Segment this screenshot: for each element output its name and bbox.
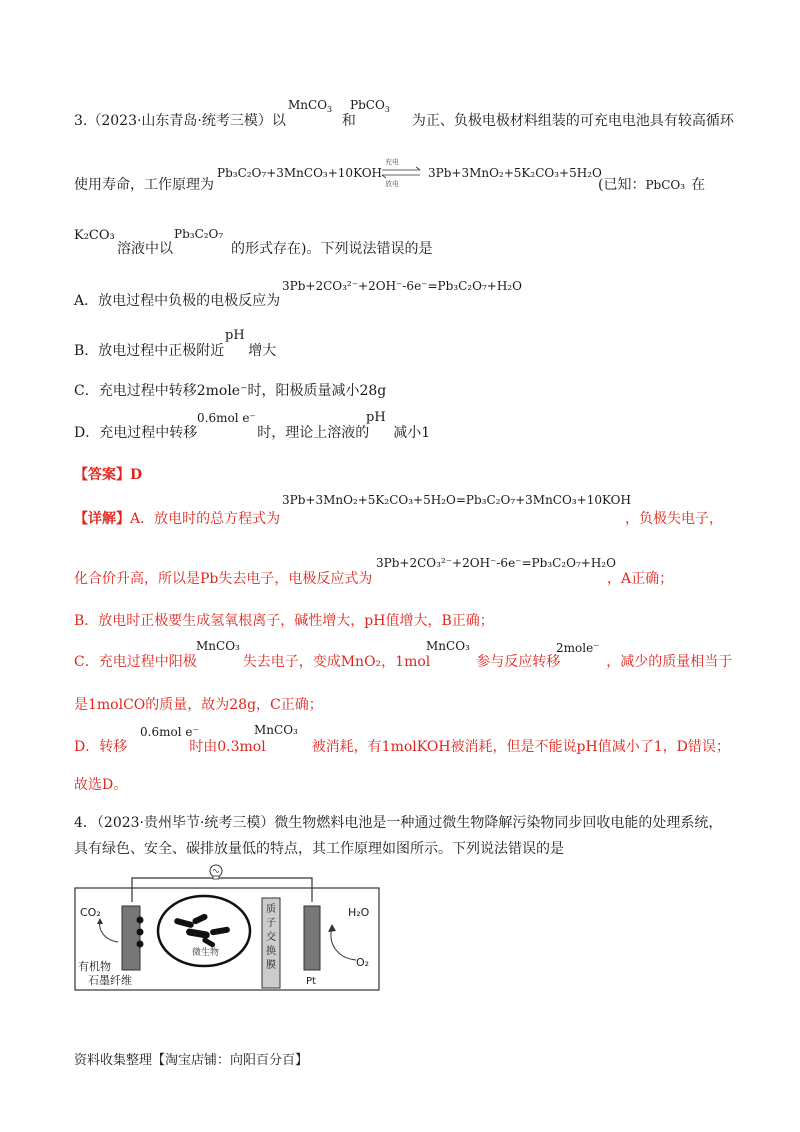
option-d-formula: 0.6mol e⁻	[197, 411, 256, 425]
option-b: B．放电过程中正极附近 增大	[74, 343, 277, 359]
detail-equation2: 3Pb+2CO₃²⁻+2OH⁻-6e⁻=Pb₃C₂O₇+H₂O	[376, 556, 616, 570]
detail-formula-2mole: 2mole⁻	[556, 641, 600, 655]
answer-label: 【答案】D	[74, 467, 143, 483]
graphite-label: 石墨纤维	[88, 974, 132, 987]
option-a: A．放电过程中负极的电极反应为	[74, 293, 281, 309]
q4-line2: 具有绿色、安全、碳排放量低的特点，其工作原理如图所示。下列说法错误的是	[74, 841, 564, 857]
option-c: C．充电过程中转移2mole⁻时，阳极质量减小28g	[74, 383, 387, 399]
arrow-top-label: 充电	[385, 158, 399, 166]
option-a-equation: 3Pb+2CO₃²⁻+2OH⁻-6e⁻=Pb₃C₂O₇+H₂O	[282, 279, 522, 293]
q3-line3: 溶液中以 的形式存在)。下列说法错误的是	[117, 241, 433, 257]
light-bulb-icon	[210, 865, 222, 879]
pt-label: Pt	[306, 976, 316, 987]
formula-k2co3: K₂CO₃	[74, 228, 115, 243]
detail-line6: D．转移 时由0.3mol 被消耗，有1molKOH被消耗，但是不能说pH值减小了1，D错误；	[74, 739, 730, 755]
q3-line2-tail: (已知：PbCO₃ 在	[598, 177, 706, 193]
detail-line1: 【详解】A．放电时的总方程式为	[74, 511, 281, 527]
equation-right: 3Pb+3MnO₂+5K₂CO₃+5H₂O	[428, 166, 602, 180]
co2-label: CO₂	[80, 906, 101, 919]
membrane-char-5: 膜	[266, 960, 276, 971]
graphite-electrode	[122, 906, 140, 970]
formula-pb3c2o7: Pb₃C₂O₇	[174, 227, 224, 241]
formula-pbco3: PbCO$_3$	[350, 98, 390, 114]
detail-equation1: 3Pb+3MnO₂+5K₂CO₃+5H₂O=Pb₃C₂O₇+3MnCO₃+10KOH	[282, 493, 631, 507]
arrow-bottom-label: 放电	[385, 180, 399, 188]
detail-line2: 化合价升高，所以是Pb失去电子，电极反应式为	[74, 571, 373, 587]
detail-line1-tail: ，负极失电子，	[625, 511, 723, 527]
detail-line7: 故选D。	[74, 777, 128, 793]
organic-label: 有机物	[78, 960, 111, 973]
q3-line2: 使用寿命，工作原理为	[74, 177, 214, 193]
detail-formula-mnco3-c: MnCO₃	[254, 723, 298, 737]
detail-line5: 是1molCO的质量，故为28g，C正确；	[74, 697, 323, 713]
detail-formula-06mol: 0.6mol e⁻	[140, 725, 199, 739]
membrane-char-4: 换	[266, 946, 276, 957]
detail-formula-mnco3-a: MnCO₃	[196, 639, 240, 653]
pt-electrode	[304, 906, 320, 970]
h2o-label: H₂O	[348, 906, 370, 919]
option-d-ph: pH	[366, 410, 386, 425]
microbe-label: 微生物	[192, 948, 220, 958]
membrane-char-3: 交	[266, 932, 276, 943]
membrane-char-1: 质	[266, 904, 276, 915]
formula-mnco3: MnCO$_3$	[288, 98, 333, 114]
detail-line3: B．放电时正极要生成氢氧根离子，碱性增大，pH值增大，B正确；	[74, 613, 494, 629]
q3-line1: 3.（2023·山东青岛·统考三模）以 和 为正、负极电极材料组装的可充电电池具有较高循环	[74, 113, 734, 129]
fuel-cell-diagram	[74, 862, 380, 992]
detail-line4: C．充电过程中阳极 失去电子，变成MnO₂，1mol 参与反应转移 ，减少的质量相当于	[74, 654, 733, 670]
q4-line1: 4．（2023·贵州毕节·统考三模）微生物燃料电池是一种通过微生物降解污染物同步回收电能的处理系统，	[74, 815, 723, 831]
option-b-ph: pH	[225, 328, 245, 343]
o2-label: O₂	[356, 956, 370, 969]
reversible-arrow-icon	[380, 166, 424, 180]
membrane-char-2: 子	[266, 918, 276, 929]
equation-left: Pb₃C₂O₇+3MnCO₃+10KOH	[217, 166, 383, 180]
footer: 资料收集整理【淘宝店铺：向阳百分百】	[74, 1053, 309, 1068]
option-d: D．充电过程中转移 时，理论上溶液的 减小1	[74, 425, 431, 441]
detail-formula-mnco3-b: MnCO₃	[426, 639, 470, 653]
detail-line2-tail: ，A正确；	[607, 571, 674, 587]
